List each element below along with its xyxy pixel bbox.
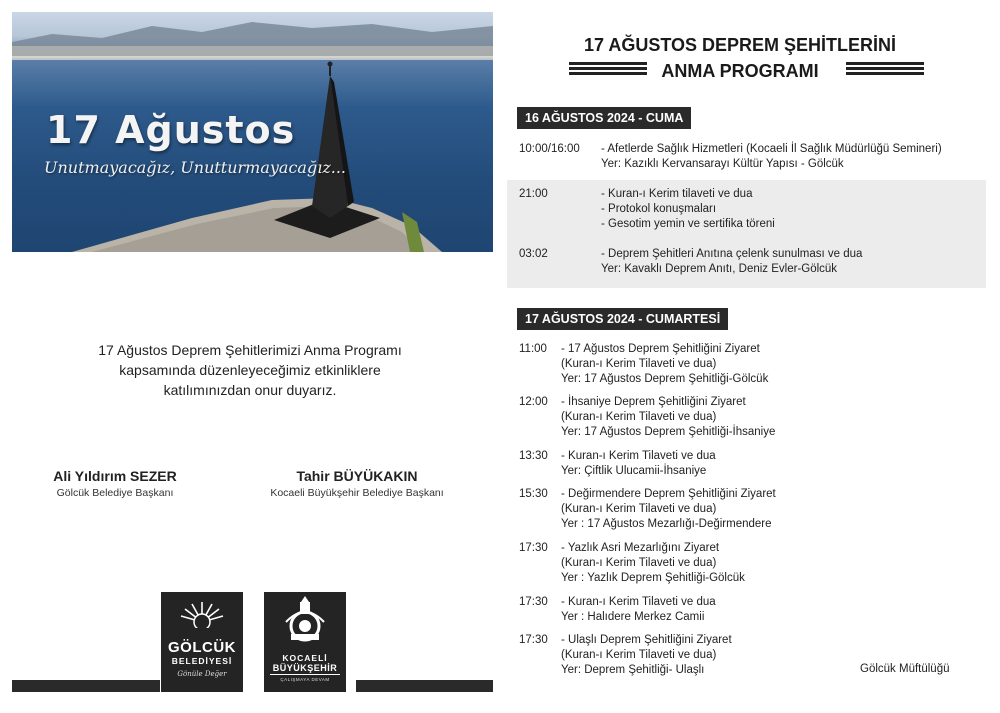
hero-title: 17 Ağustos bbox=[46, 108, 296, 152]
organizer-label: Gölcük Müftülüğü bbox=[860, 663, 950, 675]
event-line: - Ulaşlı Deprem Şehitliğini Ziyaret bbox=[561, 634, 732, 646]
event-line: - Değirmendere Deprem Şehitliğini Ziyaret bbox=[561, 488, 776, 500]
event-line: - Gesotim yemin ve sertifika töreni bbox=[601, 218, 775, 230]
event-line: (Kuran-ı Kerim Tilaveti ve dua) bbox=[561, 358, 717, 370]
event-time: 17:30 bbox=[519, 634, 548, 646]
footer-bar bbox=[12, 680, 160, 692]
event-line: (Kuran-ı Kerim Tilaveti ve dua) bbox=[561, 503, 717, 515]
logo-tagline: Gönüle Değer bbox=[177, 670, 227, 678]
signature-role: Gölcük Belediye Başkanı bbox=[56, 487, 174, 499]
event-line: Yer : 17 Ağustos Mezarlığı-Değirmendere bbox=[561, 518, 772, 530]
invitation-message bbox=[40, 340, 460, 400]
hero-image bbox=[12, 12, 493, 252]
event-line: Yer: 17 Ağustos Deprem Şehitliği-Gölcük bbox=[561, 373, 769, 385]
event-line: Yer: 17 Ağustos Deprem Şehitliği-İhsaniye bbox=[561, 426, 776, 438]
day-badge-day1: 16 AĞUSTOS 2024 - CUMA bbox=[517, 107, 691, 129]
signature-role: Kocaeli Büyükşehir Belediye Başkanı bbox=[270, 487, 444, 499]
event-line: - Yazlık Asri Mezarlığını Ziyaret bbox=[561, 542, 720, 554]
sun-emblem-icon bbox=[161, 592, 243, 634]
event-line: - Deprem Şehitleri Anıtına çelenk sunulması ve dua bbox=[601, 248, 863, 260]
event-time: 21:00 bbox=[519, 188, 548, 200]
title-stripes bbox=[569, 62, 647, 80]
logo-text: GÖLCÜK bbox=[168, 639, 236, 656]
event-line: Yer : Yazlık Deprem Şehitliği-Gölcük bbox=[561, 572, 745, 584]
golcuk-municipality-logo bbox=[161, 592, 243, 692]
signature-golcuk-mayor bbox=[40, 468, 190, 499]
event-time: 11:00 bbox=[519, 343, 547, 355]
event-line: Yer: Deprem Şehitliği- Ulaşlı bbox=[561, 664, 705, 676]
event-line: Yer: Kazıklı Kervansarayı Kültür Yapısı - Gölcük bbox=[601, 158, 844, 170]
event-line: - Protokol konuşmaları bbox=[601, 203, 717, 215]
message-line: 17 Ağustos Deprem Şehitlerimizi Anma Programı bbox=[98, 342, 402, 358]
message-line: katılımınızdan onur duyarız. bbox=[163, 382, 337, 398]
kocaeli-municipality-logo bbox=[264, 592, 346, 692]
signature-name: Tahir BÜYÜKAKIN bbox=[296, 468, 418, 484]
event-time: 17:30 bbox=[519, 596, 548, 608]
event-time: 13:30 bbox=[519, 450, 548, 462]
logo-text: KOCAELİ bbox=[282, 653, 328, 663]
logo-text: BÜYÜKŞEHİR bbox=[270, 663, 340, 675]
signature-kocaeli-mayor bbox=[252, 468, 462, 499]
event-time: 10:00/16:00 bbox=[519, 143, 580, 155]
footer-bar bbox=[356, 680, 493, 692]
event-line: (Kuran-ı Kerim Tilaveti ve dua) bbox=[561, 411, 717, 423]
event-time: 17:30 bbox=[519, 542, 548, 554]
event-line: - Kuran-ı Kerim tilaveti ve dua bbox=[601, 188, 753, 200]
event-line: - Kuran-ı Kerim Tilaveti ve dua bbox=[561, 596, 716, 608]
event-line: - İhsaniye Deprem Şehitliğini Ziyaret bbox=[561, 396, 746, 408]
hero-subtitle: Unutmayacağız, Unutturmayacağız... bbox=[44, 158, 347, 177]
message-line: kapsamında düzenleyeceğimiz etkinliklere bbox=[119, 362, 381, 378]
event-line: Yer : Halıdere Merkez Camii bbox=[561, 611, 705, 623]
title-stripes bbox=[846, 62, 924, 80]
event-line: (Kuran-ı Kerim Tilaveti ve dua) bbox=[561, 557, 717, 569]
logo-tagline: ÇALIŞMAYA DEVAM bbox=[280, 677, 330, 682]
event-line: Yer: Çiftlik Ulucamii-İhsaniye bbox=[561, 465, 707, 477]
program-title-line: ANMA PROGRAMI bbox=[661, 61, 819, 81]
logo-text: BELEDİYESİ bbox=[171, 656, 233, 666]
day-badge-day2: 17 AĞUSTOS 2024 - CUMARTESİ bbox=[517, 308, 728, 330]
event-line: - Kuran-ı Kerim Tilaveti ve dua bbox=[561, 450, 716, 462]
signature-name: Ali Yıldırım SEZER bbox=[53, 468, 177, 484]
event-time: 15:30 bbox=[519, 488, 548, 500]
event-line: (Kuran-ı Kerim Tilaveti ve dua) bbox=[561, 649, 717, 661]
event-time: 03:02 bbox=[519, 248, 548, 260]
event-line: - 17 Ağustos Deprem Şehitliğini Ziyaret bbox=[561, 343, 760, 355]
event-line: Yer: Kavaklı Deprem Anıtı, Deniz Evler-Gölcük bbox=[601, 263, 838, 275]
clocktower-emblem-icon bbox=[264, 592, 346, 648]
event-time: 12:00 bbox=[519, 396, 548, 408]
program-title-line: 17 AĞUSTOS DEPREM ŞEHİTLERİNİ bbox=[583, 35, 897, 55]
event-line: - Afetlerde Sağlık Hizmetleri (Kocaeli İl Sağlık Müdürlüğü Semineri) bbox=[601, 143, 942, 155]
